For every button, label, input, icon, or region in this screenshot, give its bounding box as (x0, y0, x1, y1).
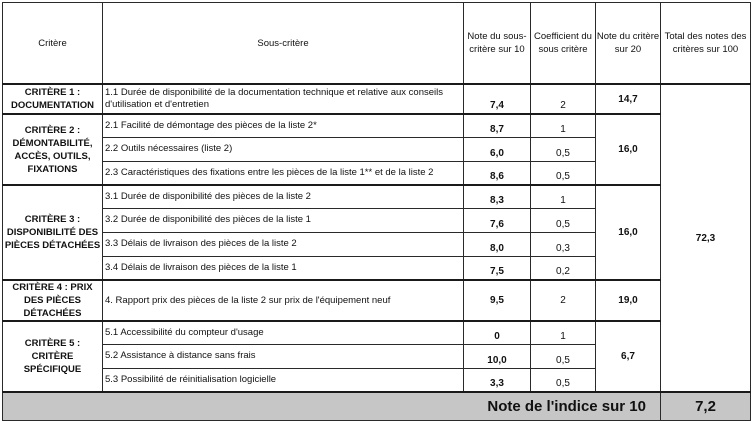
subcriterion-note: 9,5 (464, 280, 531, 321)
subcriterion-note: 7,6 (464, 208, 531, 232)
subcriterion-note: 8,7 (464, 114, 531, 137)
subcriterion-note: 8,3 (464, 185, 531, 208)
header-coefficient: Coefficient du sous critère (531, 3, 596, 85)
subcriterion-coefficient: 2 (531, 84, 596, 114)
subcriterion-coefficient: 0,3 (531, 232, 596, 256)
subcriterion-note: 7,4 (464, 84, 531, 114)
header-note-sous-critere: Note du sous-critère sur 10 (464, 3, 531, 85)
header-total: Total des notes des critères sur 100 (661, 3, 751, 85)
footer-spacer (3, 392, 464, 421)
subcriterion-label: 2.2 Outils nécessaires (liste 2) (103, 137, 464, 161)
criterion-note: 16,0 (596, 185, 661, 280)
subcriterion-coefficient: 0,5 (531, 137, 596, 161)
subcriterion-label: 3.3 Délais de livraison des pièces de la liste 2 (103, 232, 464, 256)
subcriterion-coefficient: 0,2 (531, 256, 596, 280)
header-note-critere: Note du critère sur 20 (596, 3, 661, 85)
subcriterion-coefficient: 1 (531, 185, 596, 208)
subcriterion-coefficient: 0,5 (531, 368, 596, 392)
subcriterion-coefficient: 1 (531, 114, 596, 137)
criterion-note: 16,0 (596, 114, 661, 185)
subcriterion-coefficient: 2 (531, 280, 596, 321)
subcriterion-note: 3,3 (464, 368, 531, 392)
subcriterion-note: 8,6 (464, 161, 531, 185)
table-row (3, 280, 751, 321)
table-row (3, 114, 751, 137)
subcriterion-note: 8,0 (464, 232, 531, 256)
subcriterion-label: 3.4 Délais de livraison des pièces de la liste 1 (103, 256, 464, 280)
criterion-name: CRITÈRE 4 : PRIX DES PIÈCES DÉTACHÉES (3, 280, 103, 321)
subcriterion-coefficient: 0,5 (531, 161, 596, 185)
subcriterion-note: 7,5 (464, 256, 531, 280)
subcriterion-label: 5.1 Accessibilité du compteur d'usage (103, 321, 464, 344)
criterion-name: CRITÈRE 1 : DOCUMENTATION (3, 84, 103, 114)
header-row (3, 3, 751, 85)
subcriterion-note: 6,0 (464, 137, 531, 161)
subcriterion-coefficient: 0,5 (531, 208, 596, 232)
subcriterion-label: 4. Rapport prix des pièces de la liste 2 sur prix de l'équipement neuf (103, 280, 464, 321)
footer-row (3, 392, 751, 421)
subcriterion-label: 5.2 Assistance à distance sans frais (103, 344, 464, 368)
subcriterion-label: 1.1 Durée de disponibilité de la documentation technique et relative aux conseils d'utilisation et d'entretien (103, 84, 464, 114)
criterion-note: 6,7 (596, 321, 661, 392)
criterion-note: 14,7 (596, 84, 661, 114)
subcriterion-note: 0 (464, 321, 531, 344)
subcriterion-coefficient: 0,5 (531, 344, 596, 368)
criterion-name: CRITÈRE 5 : CRITÈRE SPÉCIFIQUE (3, 321, 103, 392)
total-value: 72,3 (661, 84, 751, 392)
criterion-name: CRITÈRE 3 : DISPONIBILITÉ DES PIÈCES DÉTACHÉES (3, 185, 103, 280)
subcriterion-label: 2.3 Caractéristiques des fixations entre les pièces de la liste 1** et de la liste 2 (103, 161, 464, 185)
criterion-name: CRITÈRE 2 : DÉMONTABILITÉ, ACCÈS, OUTILS, FIXATIONS (3, 114, 103, 185)
repairability-index-table (2, 2, 751, 421)
table-row (3, 321, 751, 344)
footer-value: 7,2 (661, 392, 751, 421)
table-row (3, 185, 751, 208)
subcriterion-note: 10,0 (464, 344, 531, 368)
subcriterion-label: 5.3 Possibilité de réinitialisation logicielle (103, 368, 464, 392)
table-row (3, 84, 751, 114)
subcriterion-coefficient: 1 (531, 321, 596, 344)
subcriterion-label: 3.2 Durée de disponibilité des pièces de la liste 1 (103, 208, 464, 232)
subcriterion-label: 2.1 Facilité de démontage des pièces de la liste 2* (103, 114, 464, 137)
header-sous-critere: Sous-critère (103, 3, 464, 85)
subcriterion-label: 3.1 Durée de disponibilité des pièces de la liste 2 (103, 185, 464, 208)
header-critere: Critère (3, 3, 103, 85)
criterion-note: 19,0 (596, 280, 661, 321)
footer-label: Note de l'indice sur 10 (464, 392, 661, 421)
